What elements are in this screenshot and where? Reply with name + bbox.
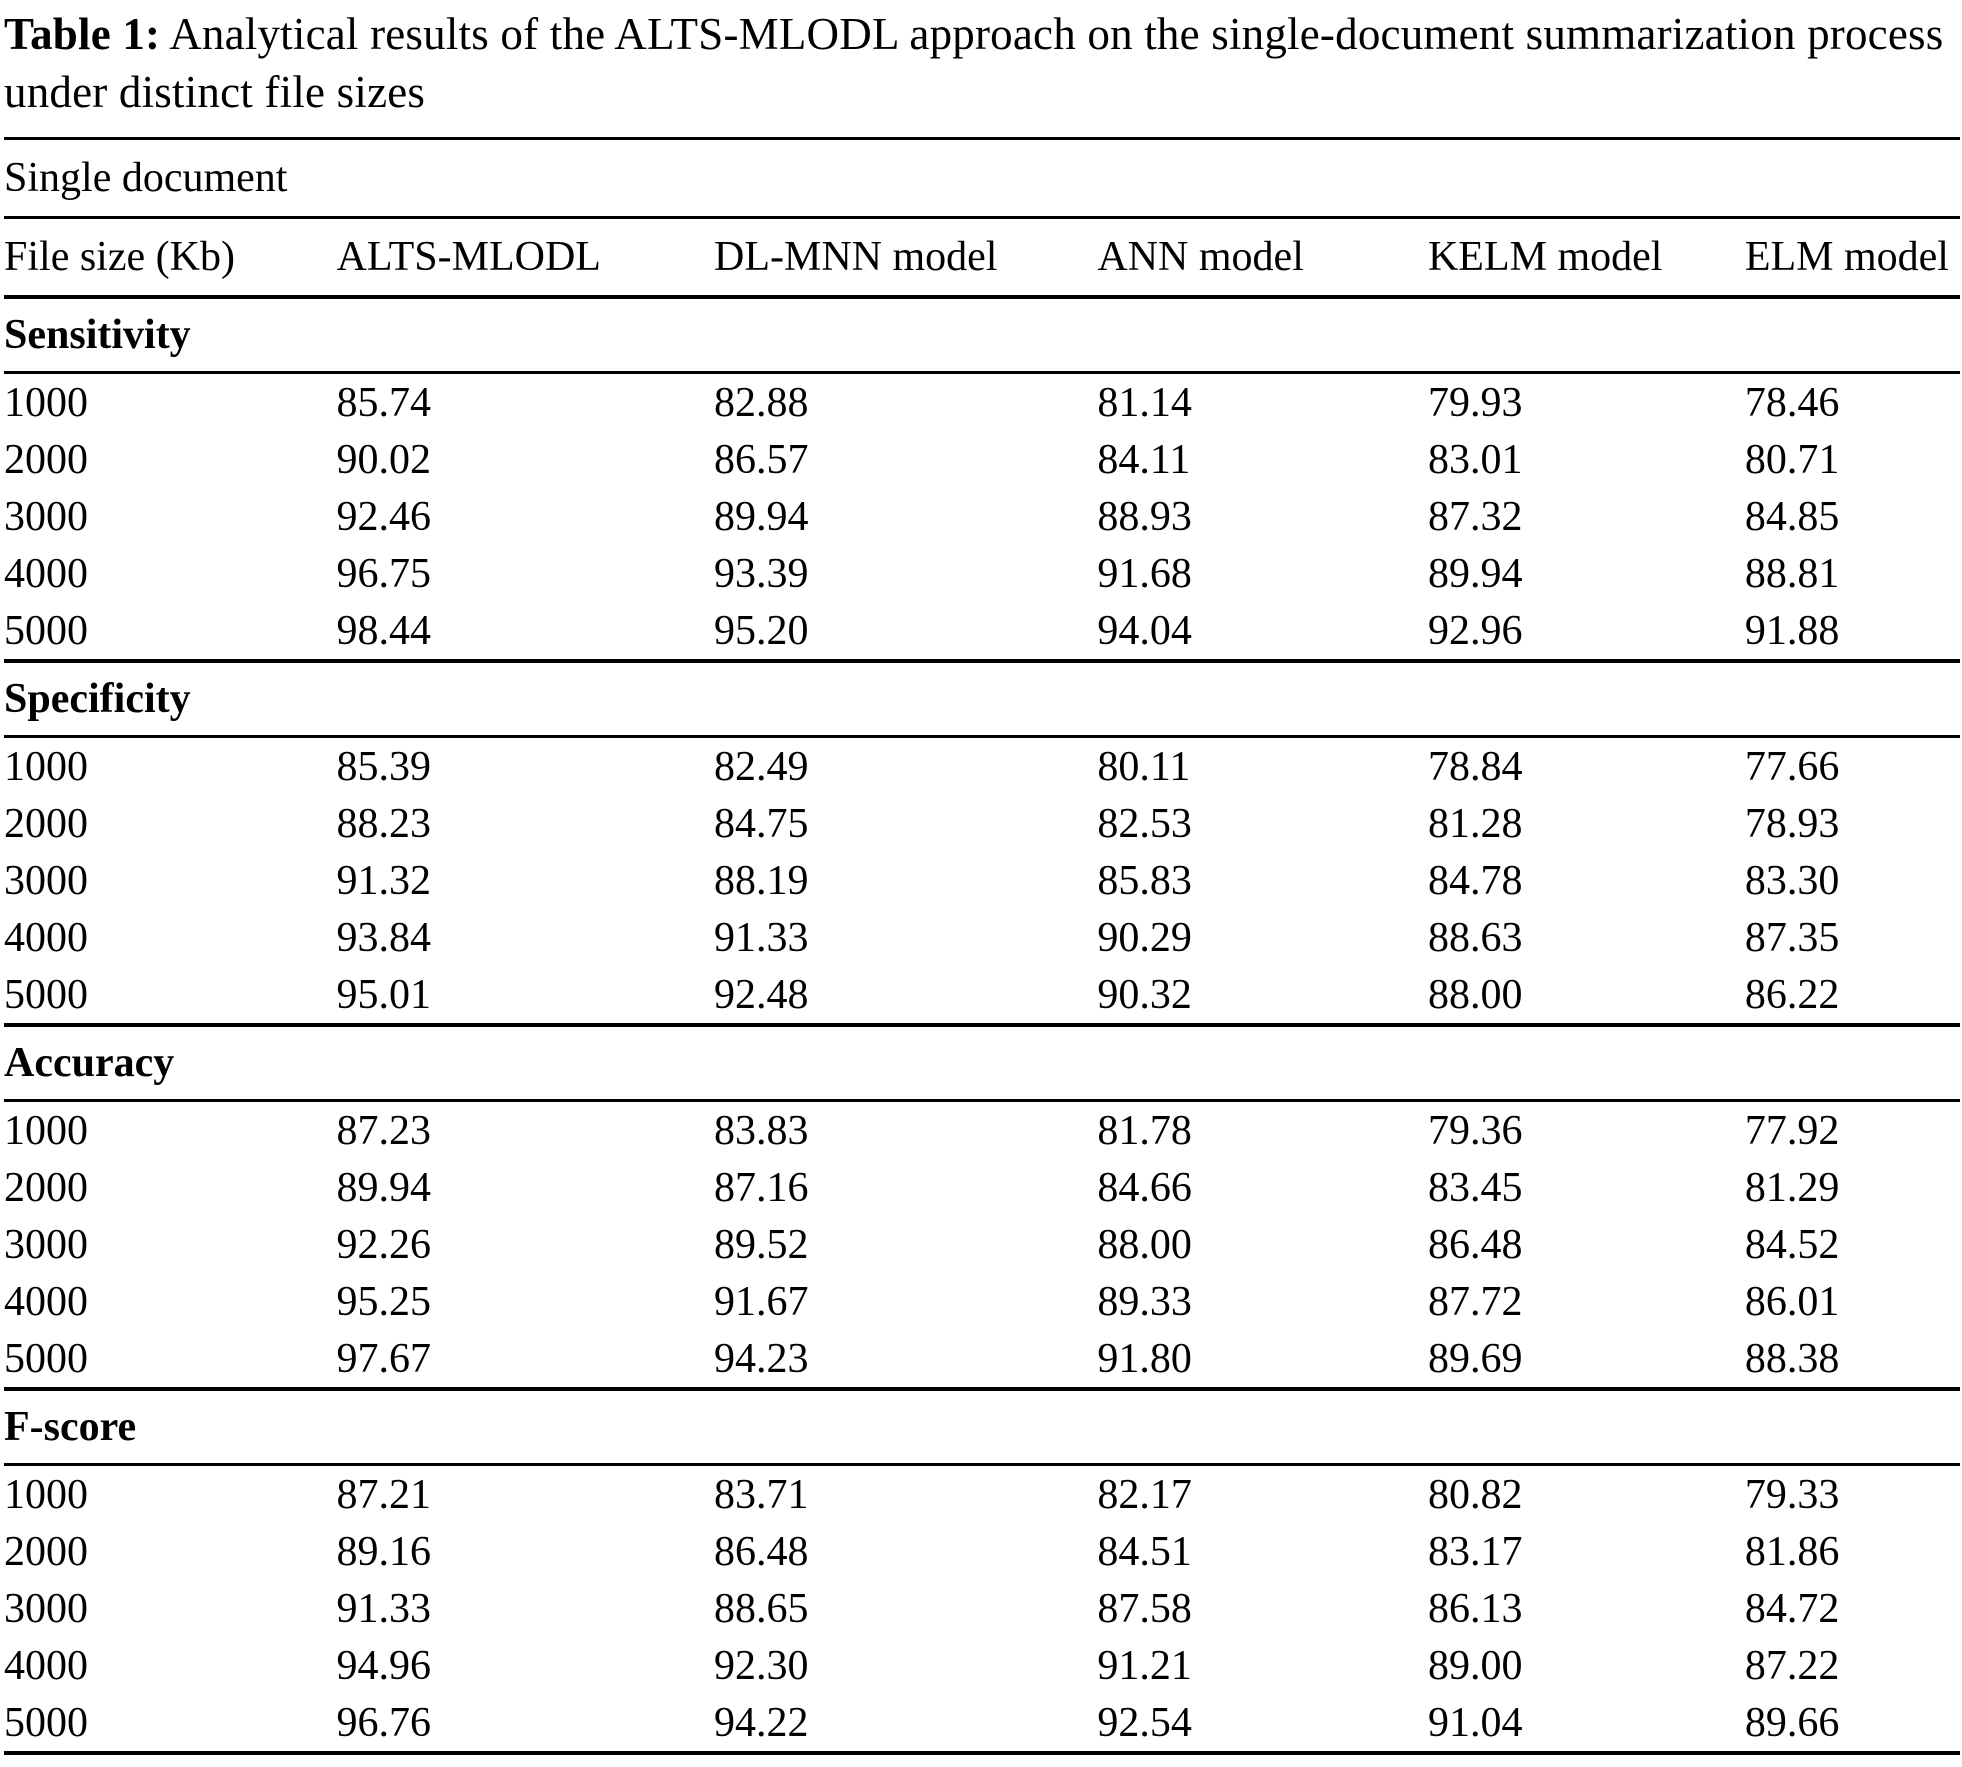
value-cell: 88.38	[1744, 1335, 1840, 1382]
file-size-cell: 3000	[4, 1221, 88, 1268]
value-cell: 91.80	[1097, 1335, 1192, 1382]
table-row	[4, 1465, 1960, 1524]
value-cell: 80.71	[1744, 436, 1840, 483]
value-cell: 86.48	[714, 1528, 809, 1575]
section-header-row	[4, 1389, 1960, 1465]
value-cell: 91.68	[1097, 550, 1192, 597]
value-cell: 93.39	[714, 550, 809, 597]
group-header-row	[4, 139, 1960, 218]
file-size-cell: 1000	[4, 1471, 88, 1518]
value-cell: 87.58	[1097, 1585, 1192, 1632]
value-cell: 90.32	[1097, 971, 1192, 1018]
value-cell: 83.71	[714, 1471, 809, 1518]
table-row	[4, 909, 1960, 966]
table-row	[4, 795, 1960, 852]
column-header: ALTS-MLODL	[337, 218, 715, 298]
value-cell: 91.33	[714, 914, 809, 961]
value-cell: 88.65	[714, 1585, 809, 1632]
value-cell: 86.13	[1427, 1585, 1523, 1632]
table-row	[4, 1216, 1960, 1273]
value-cell: 87.21	[336, 1471, 432, 1518]
value-cell: 87.72	[1427, 1278, 1523, 1325]
value-cell: 92.30	[714, 1642, 809, 1689]
file-size-cell: 1000	[4, 379, 88, 426]
file-size-cell: 4000	[4, 1642, 88, 1689]
section-header-row	[4, 297, 1960, 373]
file-size-cell: 4000	[4, 1278, 88, 1325]
value-cell: 78.84	[1427, 743, 1523, 790]
table-row	[4, 1330, 1960, 1389]
file-size-cell: 3000	[4, 1585, 88, 1632]
value-cell: 88.23	[336, 800, 432, 847]
file-size-cell: 5000	[4, 971, 88, 1018]
value-cell: 87.32	[1427, 493, 1523, 540]
table-row	[4, 1694, 1960, 1753]
value-cell: 84.11	[1097, 436, 1191, 483]
value-cell: 81.78	[1097, 1107, 1192, 1154]
value-cell: 93.84	[336, 914, 432, 961]
value-cell: 84.66	[1097, 1164, 1192, 1211]
section-header: F-score	[4, 1389, 1960, 1465]
value-cell: 81.86	[1744, 1528, 1840, 1575]
value-cell: 81.29	[1744, 1164, 1840, 1211]
value-cell: 91.88	[1744, 607, 1840, 654]
value-cell: 88.19	[714, 857, 809, 904]
value-cell: 89.94	[1427, 550, 1523, 597]
file-size-cell: 5000	[4, 1699, 88, 1746]
value-cell: 85.83	[1097, 857, 1192, 904]
table-row	[4, 602, 1960, 661]
value-cell: 87.35	[1744, 914, 1840, 961]
value-cell: 89.16	[336, 1528, 432, 1575]
value-cell: 89.94	[336, 1164, 432, 1211]
value-cell: 88.93	[1097, 493, 1192, 540]
group-header: Single document	[4, 139, 1960, 218]
table-caption-label: Table 1:	[4, 9, 161, 59]
section-header: Accuracy	[4, 1025, 1960, 1101]
value-cell: 89.69	[1427, 1335, 1523, 1382]
section-header-row	[4, 1025, 1960, 1101]
value-cell: 82.17	[1097, 1471, 1192, 1518]
value-cell: 96.75	[336, 550, 432, 597]
value-cell: 84.51	[1097, 1528, 1192, 1575]
value-cell: 90.29	[1097, 914, 1192, 961]
value-cell: 88.00	[1427, 971, 1523, 1018]
file-size-cell: 4000	[4, 550, 88, 597]
file-size-cell: 4000	[4, 914, 88, 961]
value-cell: 80.11	[1097, 743, 1191, 790]
value-cell: 87.22	[1744, 1642, 1840, 1689]
value-cell: 95.25	[336, 1278, 432, 1325]
value-cell: 98.44	[336, 607, 432, 654]
value-cell: 91.21	[1097, 1642, 1192, 1689]
value-cell: 86.22	[1744, 971, 1840, 1018]
section-header: Sensitivity	[4, 297, 1960, 373]
value-cell: 94.23	[714, 1335, 809, 1382]
value-cell: 97.67	[336, 1335, 432, 1382]
column-header: File size (Kb)	[4, 218, 337, 298]
table-row	[4, 1101, 1960, 1160]
file-size-cell: 3000	[4, 857, 88, 904]
table-row	[4, 1273, 1960, 1330]
value-cell: 77.92	[1744, 1107, 1840, 1154]
value-cell: 89.00	[1427, 1642, 1523, 1689]
value-cell: 83.17	[1427, 1528, 1523, 1575]
value-cell: 82.53	[1097, 800, 1192, 847]
value-cell: 95.20	[714, 607, 809, 654]
column-header: DL-MNN model	[714, 218, 1097, 298]
table-row	[4, 545, 1960, 602]
table-row	[4, 852, 1960, 909]
value-cell: 79.36	[1427, 1107, 1523, 1154]
value-cell: 87.16	[714, 1164, 809, 1211]
value-cell: 94.96	[336, 1642, 432, 1689]
column-header: KELM model	[1428, 218, 1745, 298]
value-cell: 78.46	[1744, 379, 1840, 426]
value-cell: 86.57	[714, 436, 809, 483]
value-cell: 86.01	[1744, 1278, 1840, 1325]
value-cell: 85.74	[336, 379, 432, 426]
value-cell: 92.48	[714, 971, 809, 1018]
table-row	[4, 1637, 1960, 1694]
value-cell: 92.26	[336, 1221, 432, 1268]
value-cell: 77.66	[1744, 743, 1840, 790]
value-cell: 80.82	[1427, 1471, 1523, 1518]
value-cell: 88.63	[1427, 914, 1523, 961]
results-table-body	[4, 139, 1960, 1754]
value-cell: 89.94	[714, 493, 809, 540]
file-size-cell: 5000	[4, 1335, 88, 1382]
value-cell: 81.28	[1427, 800, 1523, 847]
value-cell: 79.33	[1744, 1471, 1840, 1518]
value-cell: 86.48	[1427, 1221, 1523, 1268]
file-size-cell: 5000	[4, 607, 88, 654]
table-caption-text: Analytical results of the ALTS-MLODL approach on the single-document summarization process under distinct file sizes	[4, 9, 1944, 117]
file-size-cell: 3000	[4, 493, 88, 540]
value-cell: 83.45	[1427, 1164, 1523, 1211]
value-cell: 84.85	[1744, 493, 1840, 540]
file-size-cell: 2000	[4, 1528, 88, 1575]
value-cell: 82.88	[714, 379, 809, 426]
results-table	[4, 137, 1960, 1755]
value-cell: 83.30	[1744, 857, 1840, 904]
column-header: ANN model	[1097, 218, 1428, 298]
value-cell: 88.81	[1744, 550, 1840, 597]
value-cell: 79.93	[1427, 379, 1523, 426]
value-cell: 94.04	[1097, 607, 1192, 654]
table-row	[4, 431, 1960, 488]
table-row	[4, 1523, 1960, 1580]
value-cell: 96.76	[336, 1699, 432, 1746]
file-size-cell: 1000	[4, 1107, 88, 1154]
value-cell: 89.66	[1744, 1699, 1840, 1746]
value-cell: 95.01	[336, 971, 432, 1018]
value-cell: 83.83	[714, 1107, 809, 1154]
value-cell: 84.52	[1744, 1221, 1840, 1268]
file-size-cell: 2000	[4, 1164, 88, 1211]
file-size-cell: 2000	[4, 436, 88, 483]
table-row	[4, 737, 1960, 796]
section-header: Specificity	[4, 661, 1960, 737]
column-header-row	[4, 218, 1960, 298]
table-row	[4, 488, 1960, 545]
table-row	[4, 966, 1960, 1025]
value-cell: 91.33	[336, 1585, 432, 1632]
value-cell: 83.01	[1427, 436, 1523, 483]
table-row	[4, 1580, 1960, 1637]
value-cell: 78.93	[1744, 800, 1840, 847]
value-cell: 89.52	[714, 1221, 809, 1268]
section-header-row	[4, 661, 1960, 737]
table-row	[4, 373, 1960, 432]
file-size-cell: 1000	[4, 743, 88, 790]
value-cell: 92.46	[336, 493, 432, 540]
value-cell: 89.33	[1097, 1278, 1192, 1325]
value-cell: 94.22	[714, 1699, 809, 1746]
value-cell: 91.04	[1427, 1699, 1523, 1746]
value-cell: 91.67	[714, 1278, 809, 1325]
value-cell: 82.49	[714, 743, 809, 790]
value-cell: 92.96	[1427, 607, 1523, 654]
value-cell: 81.14	[1097, 379, 1192, 426]
file-size-cell: 2000	[4, 800, 88, 847]
value-cell: 88.00	[1097, 1221, 1192, 1268]
value-cell: 84.72	[1744, 1585, 1840, 1632]
value-cell: 84.75	[714, 800, 809, 847]
table-caption	[4, 6, 1960, 121]
value-cell: 90.02	[336, 436, 432, 483]
table-row	[4, 1159, 1960, 1216]
value-cell: 84.78	[1427, 857, 1523, 904]
value-cell: 85.39	[336, 743, 432, 790]
value-cell: 92.54	[1097, 1699, 1192, 1746]
value-cell: 91.32	[336, 857, 432, 904]
column-header: ELM model	[1745, 218, 1960, 298]
value-cell: 87.23	[336, 1107, 432, 1154]
